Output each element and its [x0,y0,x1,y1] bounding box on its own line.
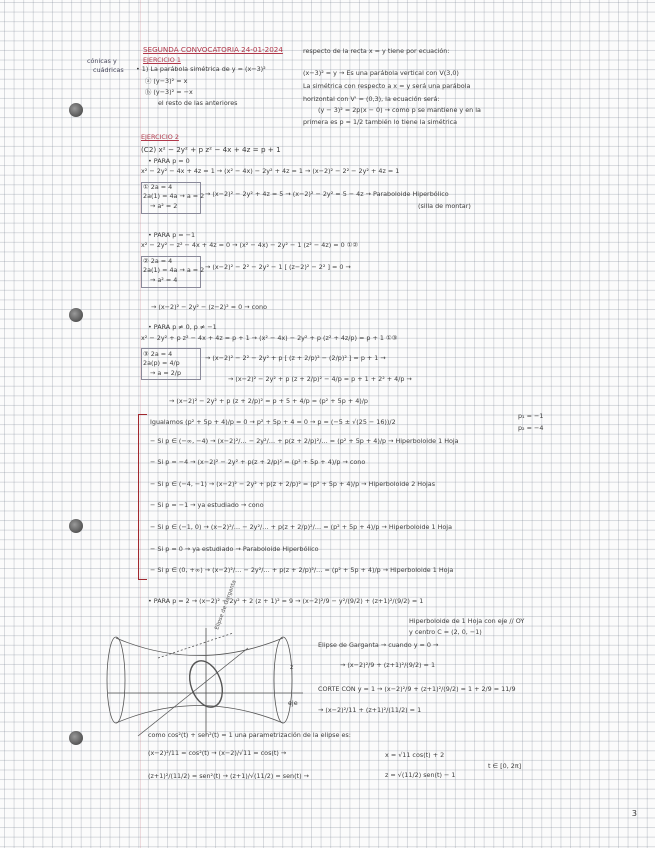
text-line: el resto de las anteriores [158,99,238,107]
margin-note: cuádricas [93,66,124,74]
case-label: • PARA p = 0 [148,157,190,165]
result-note: Hiperboloide de 1 Hoja con eje // OY [409,617,525,625]
text-line: como cos²(t) + sen²(t) = 1 una parametrización de la elipse es: [148,731,351,739]
text-line: (y − 3)² = 2p(x − 0) → como p se mantiene y en la [318,106,481,114]
equation: ③ 2a = 4 [143,350,173,358]
binder-hole [69,103,83,117]
equation: (x−2)²/11 = cos²(t) → (x−2)/√11 = cos(t) → [148,749,287,757]
equation: t ∈ [0, 2π] [488,762,522,770]
equation: x² − 2y² + p z² − 4x + 4z = p + 1 → (x² − 4x) − 2y² + p (z² + 4z/p) = p + 1 ①③ [141,334,398,342]
page-title: SEGUNDA CONVOCATORIA 24-01-2024 [143,45,283,54]
root-note: p₁ = −1 [518,412,544,420]
equation: (z+1)²/(11/2) = sen²(t) → (z+1)/√(11/2) = sen(t) → [148,772,309,780]
classification-case: − Si p ∈ (−1, 0) → (x−2)²/… − 2y²/… + p(z + 2/p)²/… = (p² + 5p + 4)/p → Hiperboloide 1 Hoja [150,523,452,531]
result-note: (silla de montar) [418,202,471,210]
equation: CORTE CON y = 1 → (x−2)²/9 + (z+1)²/(9/2) = 1 + 2/9 = 11/9 [318,685,516,693]
equation: → (x−2)²/9 + (z+1)²/(9/2) = 1 [340,661,436,669]
equation: x² − 2y² − 4x + 4z = 1 → (x² − 4x) − 2y² + 4z = 1 → (x−2)² − 2² − 2y² + 4z = 1 [141,167,400,175]
text-line: • 1) La parábola simétrica de y = (x−3)² [136,65,266,73]
equation: → (x−2)² − 2² − 2y² + p [ (z + 2/p)² − (2/p)² ] = p + 1 → [205,354,386,362]
binder-hole [69,519,83,533]
case-label: • PARA p = 2 → (x−2)² − 2y² + 2 (z + 1)² = 9 → (x−2)²/9 − y²/(9/2) + (z+1)²/(9/2) = 1 [148,597,424,605]
classification-bracket [138,414,147,580]
equation: → (x−2)² − 2y² − (z−2)² = 0 → cono [151,303,267,311]
text-line: respecto de la recta x = y tiene por ecuación: [303,47,450,55]
equation: (C2) x² − 2y² + p z² − 4x + 4z = p + 1 [141,145,281,154]
text-line: primera es p = 1/2 también lo tiene la simétrica [303,118,458,126]
text-line: La simétrica con respecto a x = y será una parábola [303,82,471,90]
equation: x = √11 cos(t) + 2 [385,751,445,759]
equation: Igualamos (p² + 5p + 4)/p = 0 → p² + 5p + 4 = 0 → p = (−5 ± √(25 − 16))/2 [150,418,396,426]
sketch-label: Elipse de Garganta [214,579,238,631]
text-line: horizontal con V' = (0,3), la ecuación será: [303,95,440,103]
exercise-heading-1: EJERCICIO 1 [143,56,181,64]
equation: 2a(1) = 4a → a = 2 [143,266,205,274]
equation: → (x−2)² − 2² − 2y² − 1 [ (z−2)² − 2² ] = 0 → [205,263,351,271]
classification-case: − Si p ∈ (−4, −1) → (x−2)² − 2y² + p(z + 2/p)² = (p² + 5p + 4)/p → Hiperboloide 2 Hojas [150,480,436,488]
equation: → a = 2/p [150,369,181,377]
root-note: p₂ = −4 [518,424,544,432]
equation: x² − 2y² − z² − 4x + 4z = 0 → (x² − 4x) − 2y² − 1 (z² − 4z) = 0 ①② [141,241,359,249]
axis-label: eje [288,699,298,707]
case-label: • PARA p ≠ 0, p ≠ −1 [148,323,217,331]
text-line: Elipse de Garganta → cuando y = 0 → [318,641,439,649]
binder-hole [69,731,83,745]
equation: ② 2a = 4 [143,257,173,265]
margin-note: cónicas y [87,57,117,65]
result-note: y centro C = (2, 0, −1) [409,628,482,636]
classification-case: − Si p = −4 → (x−2)² − 2y² + p(z + 2/p)² = (p² + 5p + 4)/p → cono [150,458,366,466]
equation: → (x−2)²/11 + (z+1)²/(11/2) = 1 [318,706,422,714]
axis-label: z [290,663,294,671]
text-line: ⓑ (y−3)² = −x [145,88,193,96]
equation: → (x−2)² − 2y² + 4z = 5 → (x−2)² − 2y² = 5 − 4z → Paraboloide Hiperbólico [205,190,449,198]
equation: 2a(1) = 4a → a = 2 [143,192,205,200]
page-number: 3 [631,809,637,818]
classification-case: − Si p ∈ (−∞, −4) → (x−2)²/… − 2y²/… + p(z + 2/p)²/… = (p² + 5p + 4)/p → Hiperboloide 1 Hoja [150,437,459,445]
text-line: (x−3)² = y → Es una parábola vertical con V(3,0) [303,69,459,77]
equation: → a² = 2 [150,202,178,210]
equation: 2a(p) = 4/p [143,359,180,367]
classification-case: − Si p = 0 → ya estudiado → Paraboloide Hiperbólico [150,545,319,553]
equation: z = √(11/2) sen(t) − 1 [385,771,456,779]
case-label: • PARA p = −1 [148,231,196,239]
equation: → a² = 4 [150,276,178,284]
equation: → (x−2)² − 2y² + p (z + 2/p)² − 4/p = p + 1 + 2² + 4/p → [228,375,412,383]
classification-case: − Si p = −1 → ya estudiado → cono [150,501,264,509]
classification-case: − Si p ∈ (0, +∞) → (x−2)²/… − 2y²/… + p(z + 2/p)²/… = (p² + 5p + 4)/p → Hiperboloide 1 Hoja [150,566,454,574]
exercise-heading-2: EJERCICIO 2 [141,133,179,141]
equation: → (x−2)² − 2y² + p (z + 2/p)² = p + 5 + 4/p = (p² + 5p + 4)/p [169,397,368,405]
binder-hole [69,308,83,322]
equation: ① 2a = 4 [143,183,173,191]
text-line: ⓐ (y−3)² = x [145,77,188,85]
